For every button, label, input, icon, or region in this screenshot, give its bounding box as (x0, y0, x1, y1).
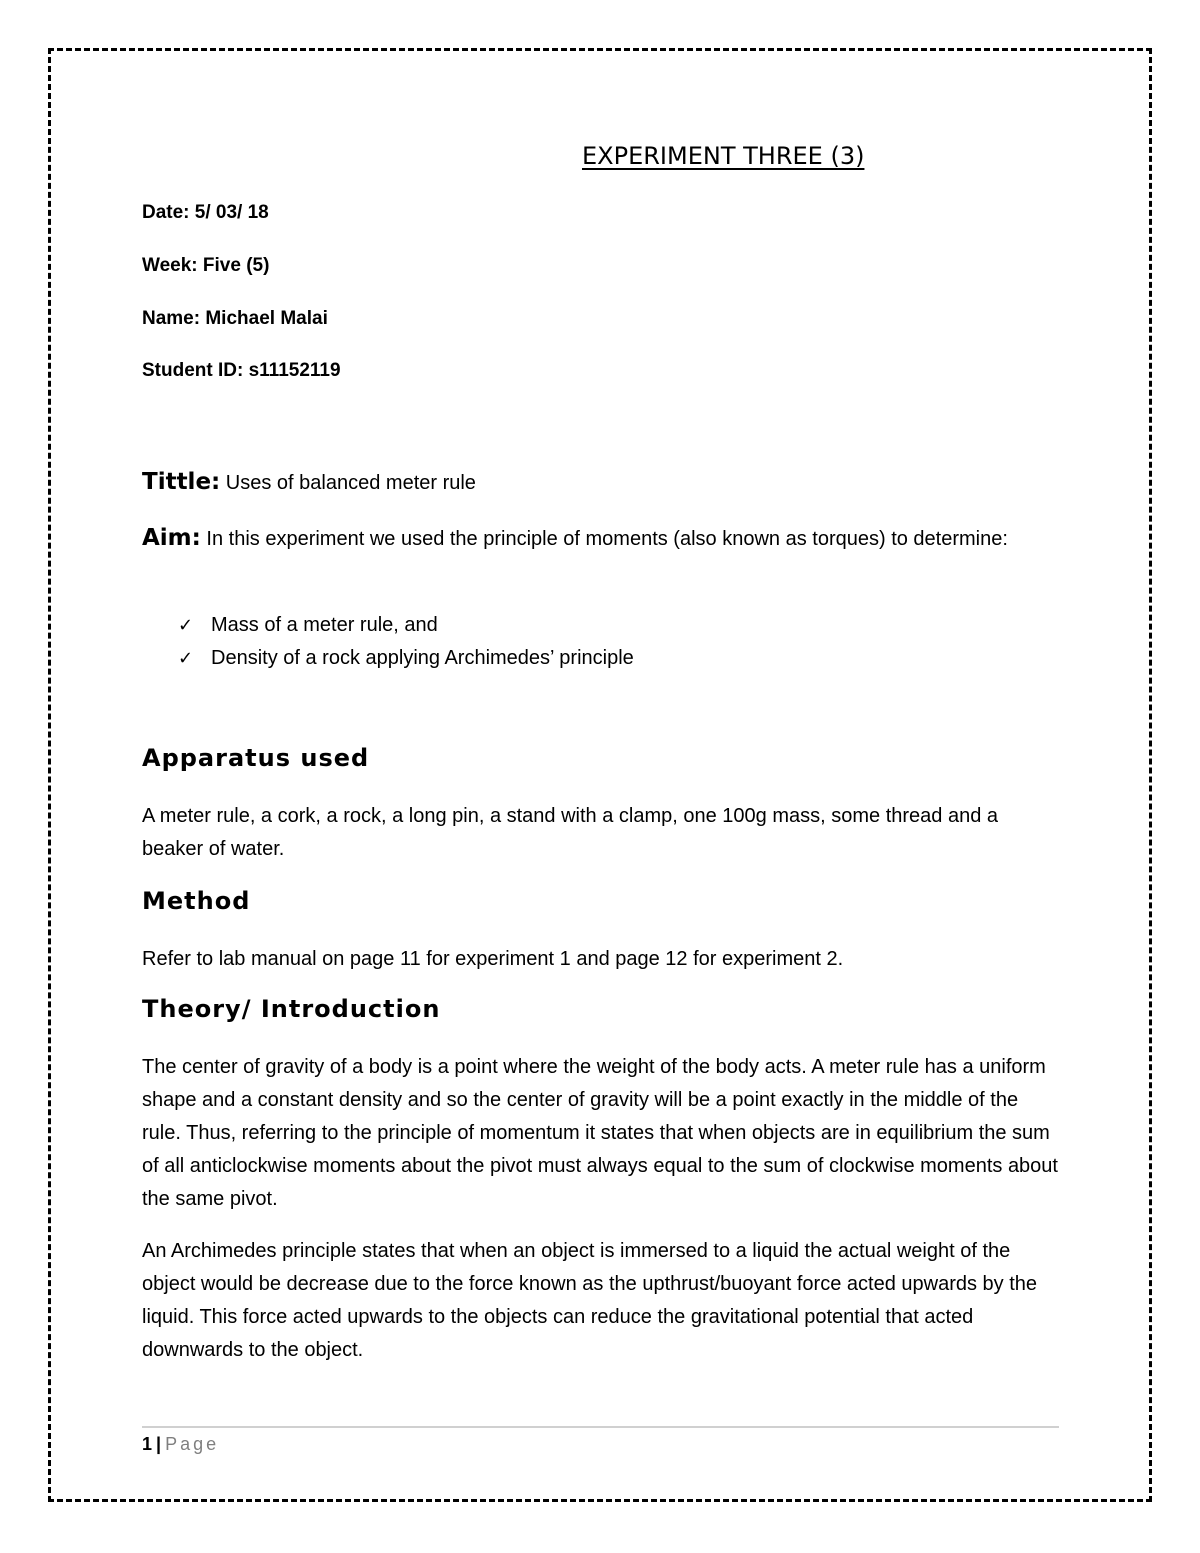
footer-separator: | (156, 1434, 162, 1454)
page-footer (142, 1434, 219, 1455)
title-label: Tittle: (142, 469, 221, 495)
method-heading: Method (142, 887, 251, 915)
checkmark-icon: ✓ (178, 615, 194, 636)
name-line: Name: Michael Malai (142, 308, 328, 329)
apparatus-paragraph: A meter rule, a cork, a rock, a long pin, a stand with a clamp, one 100g mass, some thread and a beaker of water. (142, 805, 999, 860)
theory-heading: Theory/ Introduction (142, 995, 441, 1023)
list-item (178, 642, 634, 675)
footer-divider (142, 1426, 1059, 1428)
checkmark-icon: ✓ (178, 648, 194, 669)
page-label: Page (165, 1434, 220, 1454)
aim-text: In this experiment we used the principle of moments (also known as torques) to determine: (200, 528, 1008, 550)
list-item (178, 609, 634, 642)
experiment-title: EXPERIMENT THREE (3) (582, 142, 865, 170)
week-line: Week: Five (5) (142, 255, 270, 276)
title-line (142, 466, 476, 500)
theory-paragraph-2: An Archimedes principle states that when an object is immersed to a liquid the actual weight of the object would be decrease due to the force known as the upthrust/buoyant force acted upwards by the liquid. This force acted upwards to the objects can reduce the gravitational potential that acted downwards to the object. (142, 1240, 1038, 1361)
aim-checklist (178, 609, 634, 675)
student-id-line: Student ID: s11152119 (142, 360, 341, 381)
aim-label: Aim: (142, 525, 201, 551)
list-item-text: Density of a rock applying Archimedes’ principle (211, 647, 634, 669)
date-line: Date: 5/ 03/ 18 (142, 202, 269, 223)
list-item-text: Mass of a meter rule, and (211, 614, 438, 636)
method-paragraph: Refer to lab manual on page 11 for experiment 1 and page 12 for experiment 2. (142, 948, 844, 970)
theory-paragraph-1: The center of gravity of a body is a point where the weight of the body acts. A meter rule has a uniform shape and a constant density and so the center of gravity will be a point exactly in the middle of the rule. Thus, referring to the principle of momentum it states that when objects are in equilibrium the sum of all anticlockwise moments about the pivot must always equal to the sum of clockwise moments about the same pivot. (142, 1056, 1058, 1210)
aim-paragraph (142, 522, 1042, 556)
title-text: Uses of balanced meter rule (220, 472, 476, 494)
apparatus-heading: Apparatus used (142, 744, 370, 772)
page-number: 1 (142, 1434, 153, 1454)
